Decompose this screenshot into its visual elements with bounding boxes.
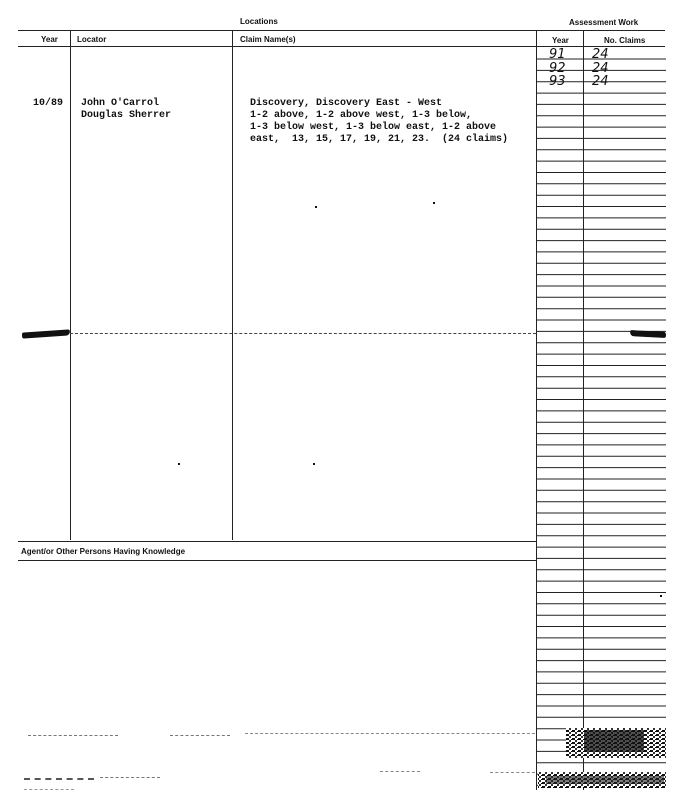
assessment-year-2: 92 bbox=[549, 61, 566, 76]
scan-noise-line bbox=[490, 772, 535, 773]
scan-noise-line bbox=[100, 777, 160, 778]
claim-names-column-header: Claim Name(s) bbox=[240, 35, 296, 44]
assessment-year-3: 93 bbox=[549, 74, 566, 89]
entry-year: 10/89 bbox=[33, 98, 64, 109]
scan-speck bbox=[660, 595, 662, 597]
scan-speck bbox=[178, 463, 180, 465]
locations-bottom-rule bbox=[18, 541, 537, 542]
claim-line-3: 1-3 below west, 1-3 below east, 1-2 above bbox=[250, 122, 497, 133]
scan-noise-line bbox=[28, 735, 118, 736]
assessment-year-column-header: Year bbox=[552, 36, 569, 45]
assessment-claims-column-header: No. Claims bbox=[604, 36, 646, 45]
locator-name-2: Douglas Sherrer bbox=[81, 110, 172, 121]
scan-speck bbox=[433, 202, 435, 204]
assessment-claims-1: 24 bbox=[592, 47, 609, 62]
claim-line-1: Discovery, Discovery East - West bbox=[250, 98, 443, 109]
agent-section-rule bbox=[18, 560, 537, 561]
header-top-rule bbox=[18, 30, 665, 31]
claim-line-4: east, 13, 15, 17, 19, 21, 23. (24 claims) bbox=[250, 134, 509, 145]
assessment-grid bbox=[536, 46, 666, 790]
scan-noise-line bbox=[380, 771, 420, 772]
scan-noise-line bbox=[170, 735, 230, 736]
scan-noise-line bbox=[24, 789, 74, 790]
fold-line bbox=[70, 333, 536, 334]
locations-header: Locations bbox=[240, 17, 278, 26]
claim-line-2: 1-2 above, 1-2 above west, 1-3 below, bbox=[250, 110, 473, 121]
agent-section-label: Agent/or Other Persons Having Knowledge bbox=[21, 547, 186, 556]
year-column-header: Year bbox=[41, 35, 58, 44]
assessment-claims-2: 24 bbox=[592, 61, 609, 76]
year-column-divider bbox=[70, 30, 71, 540]
scan-noise-line bbox=[24, 778, 94, 780]
assessment-work-header: Assessment Work bbox=[569, 18, 639, 27]
locator-name-1: John O'Carrol bbox=[81, 98, 160, 109]
assessment-year-1: 91 bbox=[549, 47, 566, 62]
left-marker-mark bbox=[22, 329, 70, 338]
scan-speck bbox=[315, 206, 317, 208]
scan-speck bbox=[313, 463, 315, 465]
assessment-claims-3: 24 bbox=[592, 74, 609, 89]
scan-noise-line bbox=[245, 733, 535, 734]
scan-smudge bbox=[536, 726, 667, 790]
locator-column-header: Locator bbox=[77, 35, 107, 44]
locator-column-divider bbox=[232, 30, 233, 540]
